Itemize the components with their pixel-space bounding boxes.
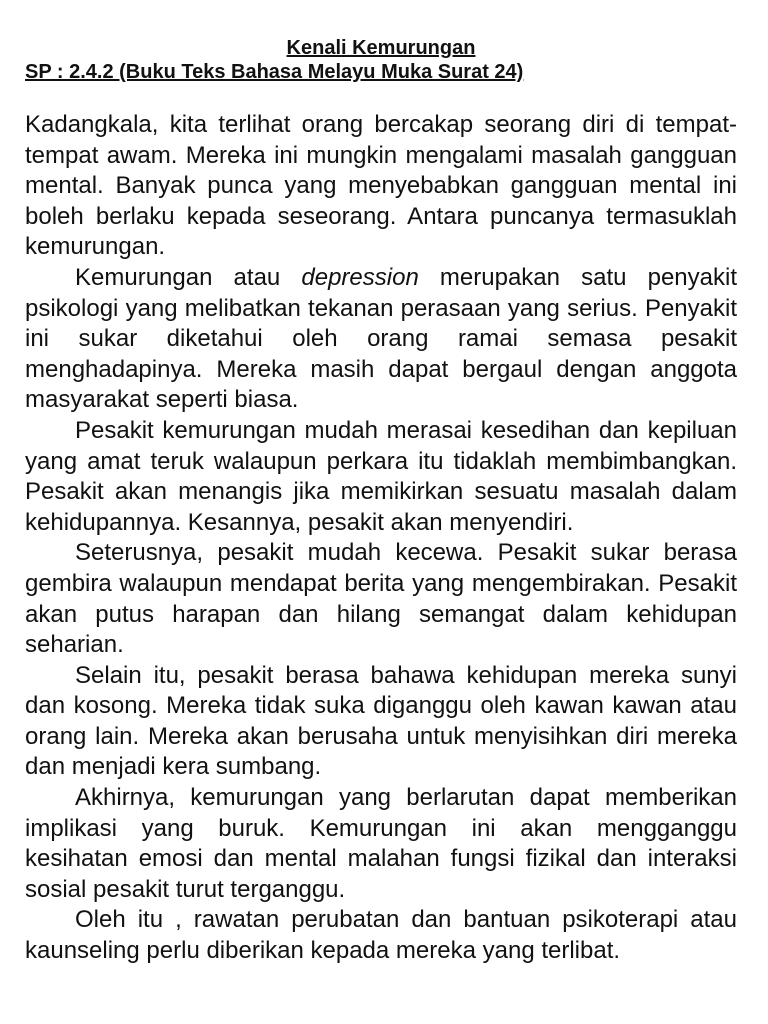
document-title: Kenali Kemurungan xyxy=(286,37,476,59)
paragraph-4: Seterusnya, pesakit mudah kecewa. Pesakit sukar berasa gembira walaupun mendapat berita yang mengembirakan. Pesakit akan putus harapan dan hilang semangat dalam kehidupan seharian. xyxy=(25,539,737,659)
document-subtitle: SP : 2.4.2 (Buku Teks Bahasa Melayu Muka Surat 24) xyxy=(25,61,524,83)
paragraph-2-italic-term: depression xyxy=(301,263,419,291)
paragraph-7: Oleh itu , rawatan perubatan dan bantuan psikoterapi atau kaunseling perlu diberikan kepada mereka yang terlibat. xyxy=(25,906,737,965)
document-page xyxy=(25,36,737,967)
paragraph-2-text-start: Kemurungan atau xyxy=(75,263,302,291)
paragraph-5: Selain itu, pesakit berasa bahawa kehidupan mereka sunyi dan kosong. Mereka tidak suka diganggu oleh kawan kawan atau orang lain. Mereka akan berusaha untuk menyisihkan diri mereka dan menjadi kera sumbang. xyxy=(25,661,737,781)
paragraph-1: Kadangkala, kita terlihat orang bercakap seorang diri di tempat-tempat awam. Mereka ini mungkin mengalami masalah gangguan mental. Banyak punca yang menyebabkan gangguan mental ini boleh berlaku kepada seseorang. Antara puncanya termasuklah kemurungan. xyxy=(25,111,737,261)
paragraph-2-text-end: merupakan satu penyakit psikologi yang melibatkan tekanan perasaan yang serius. Penyakit ini sukar diketahui oleh orang ramai semasa pesakit menghadapinya. Mereka masih dapat bergaul dengan anggota masyarakat seperti biasa. xyxy=(25,263,737,414)
paragraph-6: Akhirnya, kemurungan yang berlarutan dapat memberikan implikasi yang buruk. Kemurungan ini akan mengganggu kesihatan emosi dan mental malahan fungsi fizikal dan interaksi sosial pesakit turut terganggu. xyxy=(25,784,737,903)
paragraph-2 xyxy=(25,263,737,416)
paragraph-3: Pesakit kemurungan mudah merasai kesedihan dan kepiluan yang amat teruk walaupun perkara itu tidaklah membimbangkan. Pesakit akan menangis jika memikirkan sesuatu masalah dalam kehidupannya. Kesannya, pesakit akan menyendiri. xyxy=(25,416,737,536)
